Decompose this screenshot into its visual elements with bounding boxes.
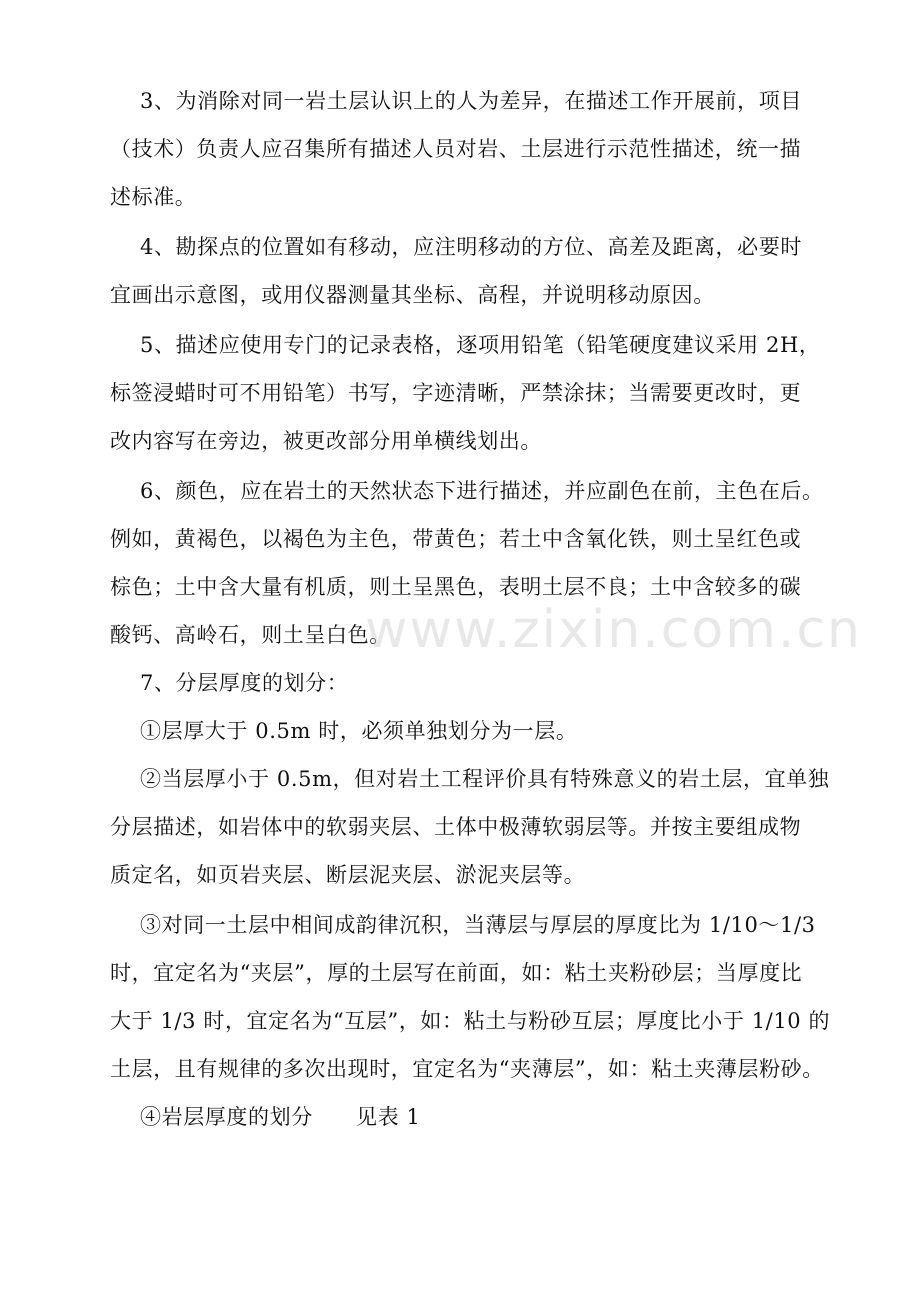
item-3-line-2: 时，宜定名为“夹层”，厚的土层写在前面，如：粘土夹粉砂层；当厚度比 [110, 961, 803, 985]
item-1-line-1: ①层厚大于 0.5m 时，必须单独划分为一层。 [140, 719, 578, 743]
paragraph-3-line-2: （技术）负责人应召集所有描述人员对岩、土层进行示范性描述，统一描 [110, 137, 802, 161]
paragraph-5-line-1: 5、描述应使用专门的记录表格，逐项用铅笔（铅笔硬度建议采用 2H， [140, 333, 821, 357]
paragraph-5-line-2: 标签浸蜡时可不用铅笔）书写，字迹清晰，严禁涂抹；当需要更改时，更 [110, 381, 802, 405]
item-3-line-4: 土层，且有规律的多次出现时，宜定名为“夹薄层”，如：粘土夹薄层粉砂。 [110, 1057, 824, 1081]
item-4-line-1: ④岩层厚度的划分 见表 1 [140, 1105, 421, 1129]
item-3-line-1: ③对同一土层中相间成韵律沉积，当薄层与厚层的厚度比为 1/10～1/3 [140, 913, 816, 937]
item-2-line-3: 质定名，如页岩夹层、断层泥夹层、淤泥夹层等。 [110, 863, 586, 887]
paragraph-6-line-2: 例如，黄褐色，以褐色为主色，带黄色；若土中含氧化铁，则土呈红色或 [110, 527, 802, 551]
paragraph-6-line-3: 棕色；土中含大量有机质，则土呈黑色，表明土层不良；土中含较多的碳 [110, 575, 802, 599]
watermark: www.zixin.com.cn [365, 600, 862, 660]
paragraph-5-line-3: 改内容写在旁边，被更改部分用单横线划出。 [110, 429, 542, 453]
item-3-line-3: 大于 1/3 时，宜定名为“互层”，如：粘土与粉砂互层；厚度比小于 1/10 的 [110, 1009, 831, 1033]
item-2-line-1: ②当层厚小于 0.5m，但对岩土工程评价具有特殊意义的岩土层，宜单独 [140, 767, 830, 791]
paragraph-6-line-1: 6、颜色，应在岩土的天然状态下进行描述，并应副色在前，主色在后。 [140, 479, 824, 503]
paragraph-3-line-1: 3、为消除对同一岩土层认识上的人为差异，在描述工作开展前，项目 [140, 89, 802, 113]
paragraph-6-line-4: 酸钙、高岭石，则土呈白色。 [110, 623, 391, 647]
paragraph-4-line-1: 4、勘探点的位置如有移动，应注明移动的方位、高差及距离，必要时 [140, 235, 802, 259]
paragraph-4-line-2: 宜画出示意图，或用仪器测量其坐标、高程，并说明移动原因。 [110, 283, 715, 307]
item-2-line-2: 分层描述，如岩体中的软弱夹层、土体中极薄软弱层等。并按主要组成物 [110, 815, 802, 839]
paragraph-7-heading: 7、分层厚度的划分： [140, 671, 349, 695]
paragraph-3-line-3: 述标准。 [110, 185, 197, 209]
